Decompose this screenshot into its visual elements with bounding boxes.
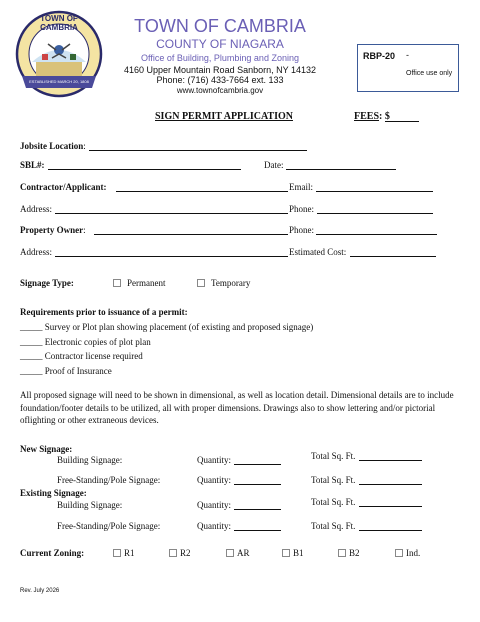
owner-label — [20, 225, 86, 235]
contractor-phone-field[interactable] — [317, 213, 433, 214]
ind-checkbox[interactable] — [395, 549, 403, 557]
new-freestanding-quantity-field[interactable] — [234, 484, 281, 485]
new-building-signage-label: Building Signage: — [57, 455, 123, 465]
existing-signage-heading: Existing Signage: — [20, 488, 87, 498]
owner-address-field[interactable] — [55, 256, 288, 257]
permanent-checkbox[interactable] — [113, 279, 121, 287]
jobsite-colon: : — [83, 141, 86, 151]
form-title: SIGN PERMIT APPLICATION — [155, 111, 293, 122]
owner-phone-label: Phone: — [289, 225, 315, 235]
existing-building-quantity-field[interactable] — [234, 509, 281, 510]
contractor-field[interactable] — [116, 191, 288, 192]
date-field[interactable] — [286, 169, 396, 170]
office-website: www.townofcambria.gov — [176, 86, 264, 95]
email-label: Email: — [289, 182, 313, 192]
zoning-option-r2[interactable] — [169, 548, 191, 558]
r2-checkbox[interactable] — [169, 549, 177, 557]
existing-freestanding-signage-label: Free-Standing/Pole Signage: — [57, 521, 161, 531]
owner-address-label: Address: — [20, 247, 52, 257]
town-seal-logo — [12, 10, 106, 100]
new-building-quantity-field[interactable] — [234, 464, 281, 465]
owner-field[interactable] — [94, 234, 288, 235]
quantity-label: Quantity: — [197, 521, 231, 531]
existing-building-signage-label: Building Signage: — [57, 500, 123, 510]
current-zoning-label: Current Zoning: — [20, 548, 85, 558]
ind-label: Ind. — [406, 548, 421, 558]
signage-permanent-option[interactable] — [113, 278, 166, 288]
owner-phone-field[interactable] — [316, 234, 437, 235]
new-building-total-field[interactable] — [359, 460, 422, 461]
requirement-item: _____ Survey or Plot plan showing placement (of existing and proposed signage) — [20, 322, 314, 332]
r1-checkbox[interactable] — [113, 549, 121, 557]
fees-label-text: FEES — [354, 111, 380, 122]
zoning-option-b2[interactable] — [338, 548, 360, 558]
email-field[interactable] — [316, 191, 433, 192]
jobsite-label — [20, 141, 86, 151]
seal-top-text: TOWN OF CAMBRIA — [40, 14, 78, 32]
b2-checkbox[interactable] — [338, 549, 346, 557]
ar-label: AR — [237, 548, 250, 558]
ar-checkbox[interactable] — [226, 549, 234, 557]
office-phone: Phone: (716) 433-7664 ext. 133 — [156, 75, 284, 85]
r2-label: R2 — [180, 548, 191, 558]
town-name: TOWN OF CAMBRIA — [134, 16, 306, 36]
contractor-label: Contractor/Applicant: — [20, 182, 107, 192]
requirement-item: _____ Proof of Insurance — [20, 366, 112, 376]
dimension-note: All proposed signage will need to be shown in dimensional, as well as location detail. Dimensional details are to include foundation/footer details to be utilized, all with proper dimensions. Drawings also to show lettering and/or pictorial oflighting or other extraneous devices. — [20, 390, 454, 425]
quantity-label: Quantity: — [197, 455, 231, 465]
zoning-option-ind[interactable] — [395, 548, 420, 558]
zoning-option-b1[interactable] — [282, 548, 304, 558]
permit-code: RBP-20 — [363, 51, 396, 61]
permit-code-dash: - — [406, 50, 409, 60]
new-freestanding-signage-label: Free-Standing/Pole Signage: — [57, 475, 161, 485]
sbl-field[interactable] — [48, 169, 241, 170]
office-name: Office of Building, Plumbing and Zoning — [141, 53, 299, 63]
existing-building-total-field[interactable] — [359, 506, 422, 507]
requirement-item: _____ Electronic copies of plot plan — [20, 337, 151, 347]
date-label: Date: — [264, 160, 284, 170]
seal-bottom-text: ESTABLISHED MARCH 20, 1808 — [29, 79, 89, 84]
b1-checkbox[interactable] — [282, 549, 290, 557]
existing-freestanding-quantity-field[interactable] — [234, 530, 281, 531]
owner-colon: : — [83, 225, 86, 235]
fees-field[interactable] — [385, 121, 419, 122]
total-sqft-label: Total Sq. Ft. — [311, 451, 356, 461]
existing-freestanding-total-field[interactable] — [359, 530, 422, 531]
contractor-address-label: Address: — [20, 204, 52, 214]
county-name: COUNTY OF NIAGARA — [156, 37, 284, 51]
fees-value: : $ — [379, 111, 390, 122]
total-sqft-label: Total Sq. Ft. — [311, 497, 356, 507]
jobsite-label-text: Jobsite Location — [20, 141, 84, 151]
quantity-label: Quantity: — [197, 475, 231, 485]
signage-type-label: Signage Type: — [20, 278, 74, 288]
requirement-item: _____ Contractor license required — [20, 351, 143, 361]
total-sqft-label: Total Sq. Ft. — [311, 521, 356, 531]
zoning-option-ar[interactable] — [226, 548, 250, 558]
signage-temporary-option[interactable] — [197, 278, 250, 288]
owner-label-text: Property Owner — [20, 225, 84, 235]
contractor-phone-label: Phone: — [289, 204, 315, 214]
new-signage-heading: New Signage: — [20, 444, 73, 454]
contractor-address-field[interactable] — [55, 213, 288, 214]
requirements-heading: Requirements prior to issuance of a permit: — [20, 307, 188, 317]
office-use-box — [357, 44, 459, 92]
revision-note: Rev. July 2026 — [20, 588, 60, 594]
b1-label: B1 — [293, 548, 304, 558]
permanent-label: Permanent — [127, 278, 166, 288]
zoning-option-r1[interactable] — [113, 548, 135, 558]
office-address: 4160 Upper Mountain Road Sanborn, NY 14132 — [124, 65, 316, 75]
jobsite-field[interactable] — [89, 150, 307, 151]
office-use-note: Office use only — [406, 70, 453, 77]
temporary-label: Temporary — [211, 278, 251, 288]
sbl-label: SBL#: — [20, 160, 45, 170]
total-sqft-label: Total Sq. Ft. — [311, 475, 356, 485]
temporary-checkbox[interactable] — [197, 279, 205, 287]
r1-label: R1 — [124, 548, 135, 558]
estimated-cost-label: Estimated Cost: — [289, 247, 347, 257]
estimated-cost-field[interactable] — [350, 256, 436, 257]
quantity-label: Quantity: — [197, 500, 231, 510]
b2-label: B2 — [349, 548, 360, 558]
new-freestanding-total-field[interactable] — [359, 484, 422, 485]
